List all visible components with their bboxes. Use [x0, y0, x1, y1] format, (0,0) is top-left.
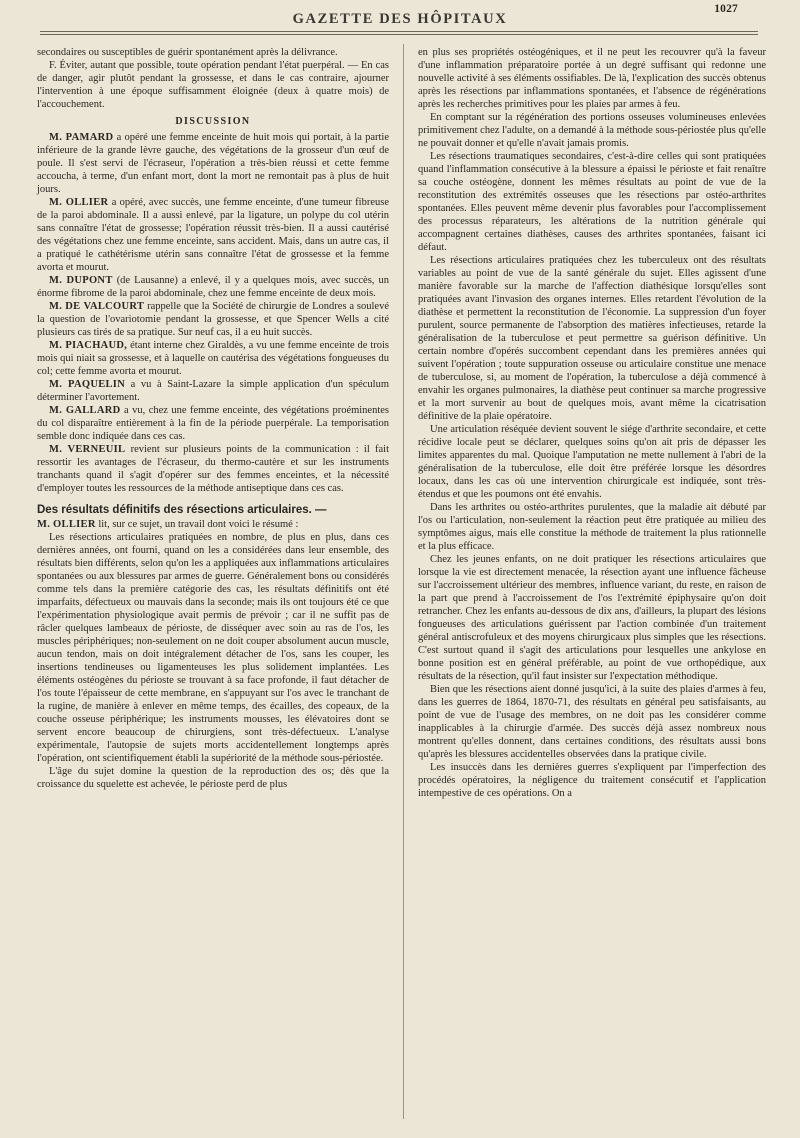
paragraph-text: (de Lausanne) a enlevé, il y a quelques mois, avec succès, un énorme fibrome de la paroi abdominale, chez une femme enceinte de deux mois. — [37, 275, 389, 299]
header-rule — [40, 34, 758, 35]
speaker-name: M. PIACHAUD, — [49, 340, 128, 351]
paragraph — [37, 196, 389, 274]
paragraph — [37, 378, 389, 404]
paragraph-text: étant interne chez Giraldès, a vu une femme enceinte de trois mois qui niait sa grossesse, et à laquelle on cautérisa des végétations fongueuses du col; cette femme avorta et mourut. — [37, 340, 390, 377]
speaker-name: M. PAQUELIN — [49, 379, 126, 390]
right-column — [418, 46, 766, 800]
paragraph — [37, 339, 389, 378]
paragraph: L'âge du sujet domine la question de la reproduction des os; dès que la croissance du squelette est achevée, le périoste perd de plus — [37, 766, 389, 790]
paragraph: en plus ses propriétés ostéogéniques, et il ne peut les recouvrer qu'à la faveur d'une inflammation préparatoire portée à un degré suffisant qui redonne une nouvelle activité à ses éléments ossifiables. De là, l'explication des succès obtenus après les résections par inflammations spontanées, et l'absence de régénérations après les recherches primitives pour les plaies par armes à feu. — [418, 47, 766, 110]
paragraph: Dans les arthrites ou ostéo-arthrites purulentes, que la maladie ait débuté par l'os ou l'articulation, non-seulement la réaction peut être pratiquée au milieu des symptômes aigus, mais elle constitue la méthode de traitement la plus rationnelle et la plus efficace. — [418, 502, 766, 552]
paragraph-text: a opéré, avec succès, une femme enceinte, d'une tumeur fibreuse de la paroi abdominale. Il a aussi enlevé, par la ligature, un polype du col utérin sans connaître l'état de grossesse; l'opération réussit très-bien. Il a aussi cautérisé des végétations chez une femme enceinte, sans accident. Mais, dans un autre cas, il a pratiqué le cathétérisme utérin sans connaître l'état de grossesse et la femme avorta et mourut. — [37, 197, 389, 273]
paragraph-text: a vu à Saint-Lazare la simple application d'un spéculum déterminer l'avortement. — [37, 379, 389, 403]
paragraph — [37, 443, 389, 495]
paragraph-text: rappelle que la Société de chirurgie de Londres a soulevé la question de l'ovariotomie pendant la grossesse, et que Spencer Wells a cité plusieurs cas tirés de sa pratique. Sur neuf cas, il a eu huit succès. — [37, 301, 390, 338]
paragraph — [37, 131, 389, 196]
page-number: 1027 — [714, 3, 738, 15]
paragraph: F. Éviter, autant que possible, toute opération pendant l'état puerpéral. — En cas de danger, agir plutôt pendant la grossesse, et dans le cas contraire, ajourner l'intervention à une époque suffisamment éloignée (deux à quatre mois) de l'accouchement. — [37, 60, 389, 110]
paragraph — [37, 404, 389, 443]
speaker-name: M. VERNEUIL — [49, 444, 126, 455]
speaker-name: M. PAMARD — [49, 132, 114, 143]
paragraph: En comptant sur la régénération des portions osseuses volumineuses enlevées primitivement chez l'adulte, on a demandé à la méthode sous-périostée plus qu'elle ne pouvait donner et qu'elle n'avait jamais promis. — [418, 112, 766, 149]
paragraph-text: revient sur plusieurs points de la communication : il fait ressortir les avantages de l'écraseur, du thermo-cautère et sur les instruments tranchants quand il s'agit d'opérer sur des femmes enceintes, et la nécessité d'employer toutes les ressources de la méthode antiseptique dans ces cas. — [37, 444, 389, 494]
paragraph: Une articulation réséquée devient souvent le siége d'arthrite secondaire, et cette récidive locale peut se déclarer, quelques soins qu'on ait pris de dépasser les limites apparentes du mal. Quoique l'amputation ne mette nullement à l'abri de la généralisation de la tuberculose, elle doit être préférée lorsque les désordres locaux, dans les cas où une intervention chirurgicale est indiquée, sont très-étendus et que les poumons ont été envahis. — [418, 424, 766, 500]
paragraph: Les résections articulaires pratiquées en nombre, de plus en plus, dans ces dernières années, ont fourni, quand on les a considérées dans leur ensemble, des résultats bien différents, selon qu'on les a appliquées aux inflammations articulaires spontanées ou aux blessures par armes de guerre. Généralement bons ou considérés comme tels dans la première catégorie des cas, les résultats définitifs ont été imparfaits, défectueux ou mauvais dans la seconde; mais ils ont toujours été ce que l'expérimentation physiologique avait permis de prévoir ; car il ne suffit pas de râcler quelques lambeaux de périoste, de disséquer avec soin au ras de l'os, les muscles périphériques; non-seulement on ne doit couper absolument aucun muscle, aucun tendon, mais on doit intégralement détacher de l'os, sans les couper, les insertions tendineuses ou ligamenteuses les plus solidement implantées. Les éléments ostéogènes du périoste se trouvant à sa face profonde, il faut détacher de l'os toute l'épaisseur de cette membrane, en s'appuyant sur l'os avec le tranchant de la rugine, de manière à enlever en même temps, des écailles, des copeaux, de la couche osseuse périphérique; les instruments mousses, les élévatoires dont se servent encore beaucoup de chirurgiens, sont très-défectueux. L'analyse expérimentale, l'autopsie de sujets morts accidentellement longtemps après l'opération, ont scientifiquement établi la supériorité de la méthode sous-périostée. — [37, 532, 389, 764]
paragraph: Les insuccès dans les dernières guerres s'expliquent par l'imperfection des procédés opératoires, la négligence du traitement consécutif et l'application intempestive de ces opérations. On a — [418, 762, 766, 799]
paragraph — [37, 274, 389, 300]
paragraph: Chez les jeunes enfants, on ne doit pratiquer les résections articulaires que lorsque la vie est directement menacée, la résection ayant une influence fâcheuse sur l'accroissement ultérieur des membres, influence variant, du reste, en raison de la part que prend à l'accroissement de l'os l'extrémité épiphysaire qu'on doit retrancher. Chez les enfants au-dessous de dix ans, d'ailleurs, la plupart des lésions fongueuses des articulations guérissent par l'action combinée d'un traitement général antiscrofuleux et des moyens chirurgicaux plus simples que les résections. C'est surtout quand il s'agit des articulations pour lesquelles une ankylose en bonne position est en général préférable, au point de vue orthopédique, aux résultats de la résection, qu'il faut insister sur l'expectation méthodique. — [418, 554, 766, 682]
paragraph-text: a vu, chez une femme enceinte, des végétations proéminentes du col disparaître entièrement à la fin de la période puerpérale. La temporisation semble donc indiquée dans ces cas. — [37, 405, 390, 442]
paragraph — [37, 518, 389, 531]
discussion-heading: DISCUSSION — [175, 116, 251, 127]
header-rule — [40, 31, 758, 32]
left-column — [37, 46, 389, 791]
speaker-name: M. GALLARD — [49, 405, 121, 416]
speaker-name: M. DE VALCOURT — [49, 301, 145, 312]
paragraph: Les résections articulaires pratiquées chez les tuberculeux ont des résultats variables au point de vue de la santé générale du sujet. Elles agissent d'une manière favorable sur la marche de l'affection diathésique lorsqu'elles sont pratiquées avant l'invasion des organes internes. Elles retardent l'évolution de la diathèse et permettent la reconstitution de l'économie. La suppression d'un foyer purulent, source permanente de l'absorption des matières infectieuses, retarde la généralisation de la tuberculose et peut permettre sa guérison définitive. Un certain nombre d'opérés succombent cependant dans les premières années qui suivent l'opération ; toute suppuration osseuse ou articulaire constitue une menace de tuberculose, si, au moment de l'opération, la tuberculose a déjà commencé à envahir les organes pulmonaires, la diathèse peut continuer sa marche progressive et la mort survenir au bout de quelques mois, avant même la cicatrisation définitive de la plaie opératoire. — [418, 255, 766, 422]
speaker-name: M. OLLIER — [49, 197, 109, 208]
paragraph-text: a opéré une femme enceinte de huit mois qui portait, à la partie inférieure de la grande lèvre gauche, des végétations de la grosseur d'un œuf de poule. Il s'est servi de l'écraseur, l'opération a très-bien réussi et cette femme accoucha, à terme, d'un enfant mort, dont la mort ne remontait pas à plus de huit jours. — [37, 132, 389, 195]
paragraph-text: lit, sur ce sujet, un travail dont voici le résumé : — [98, 519, 299, 530]
paragraph: Bien que les résections aient donné jusqu'ici, à la suite des plaies d'armes à feu, dans les guerres de 1864, 1870-71, des résultats en général peu satisfaisants, au point de vue de l'usage des membres, on ne doit pas les considérer comme inapplicables à la chirurgie d'armée. Des succès déjà assez nombreux nous montrent qu'elles donnent, dans certaines conditions, des résultats aussi bons qu'après les blessures accidentelles observées dans la pratique civile. — [418, 684, 766, 760]
speaker-name: M. OLLIER — [37, 519, 96, 530]
paragraph: Les résections traumatiques secondaires, c'est-à-dire celles qui sont pratiquées quand l'inflammation consécutive à la blessure a épaissi le périoste et fait renaître sa couche ostéogène, donnent les mêmes résultats au point de vue de la reconstitution des extrémités osseuses que les résections par ostéo-arthrites spontanées. Elles peuvent même devenir plus favorables pour l'accomplissement des processus réparateurs, les altérations de la nutrition générale qui accompagnent certaines diathèses, causes des arthrites spontanées, faisant ici défaut. — [418, 151, 766, 253]
paragraph: secondaires ou susceptibles de guérir spontanément après la délivrance. — [37, 47, 338, 58]
speaker-name: M. DUPONT — [49, 275, 113, 286]
journal-title: GAZETTE DES HÔPITAUX — [292, 11, 508, 27]
paragraph — [37, 300, 389, 339]
section-heading: Des résultats définitifs des résections articulaires. — — [37, 504, 327, 516]
column-divider — [403, 44, 404, 1119]
